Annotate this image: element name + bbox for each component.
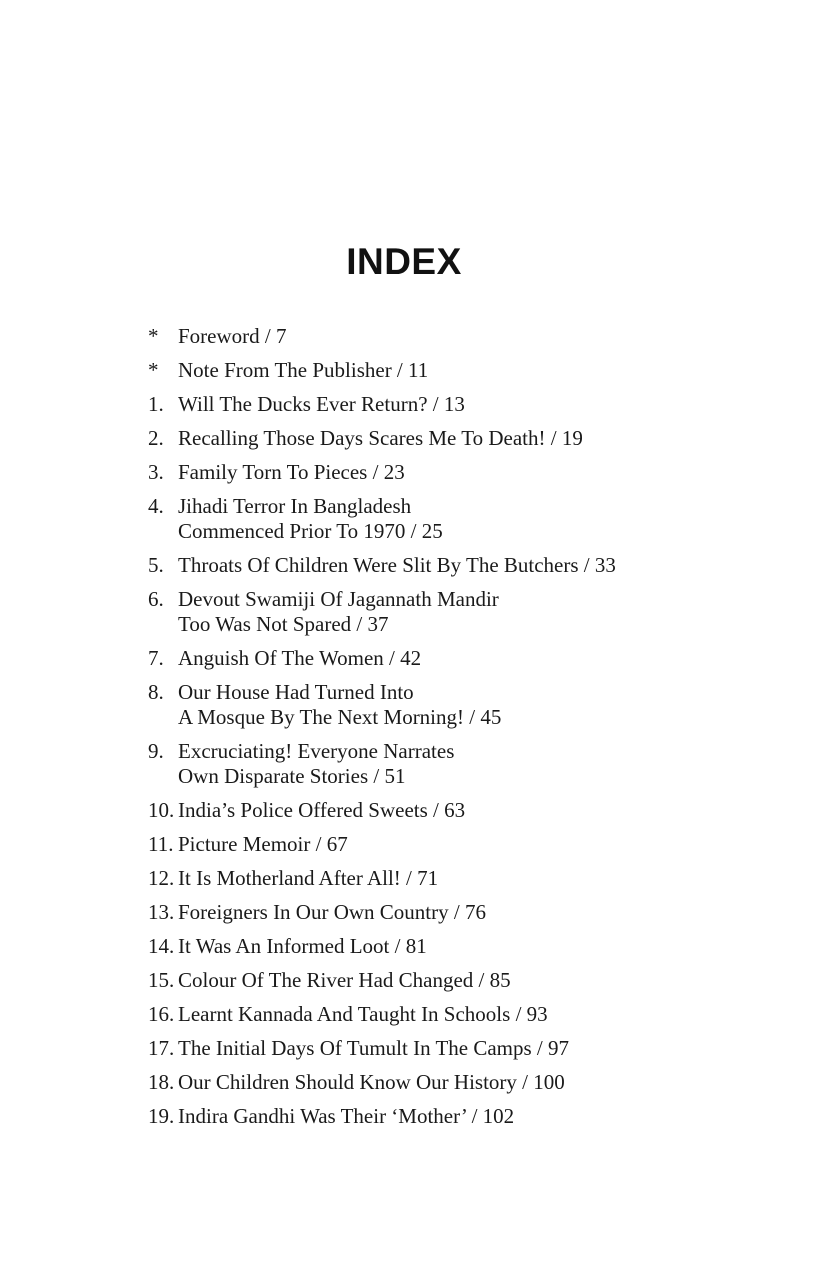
toc-entry-marker: 8. [148,680,164,704]
toc-entry [148,968,660,993]
toc-line: Will The Ducks Ever Return? / 13 [178,392,465,416]
toc-entry-text [178,739,660,789]
toc-entry-marker: 10. [148,798,175,822]
toc-entry-text [178,494,660,544]
toc-line: Devout Swamiji Of Jagannath Mandir [178,587,499,611]
toc-entry-text [178,934,660,959]
toc-entry [148,832,660,857]
toc-line: Too Was Not Spared / 37 [178,612,389,636]
toc-entry-marker: 2. [148,426,164,450]
toc-entry [148,426,660,451]
toc-line: Colour Of The River Had Changed / 85 [178,968,511,992]
toc-entry-text [178,1036,660,1061]
page-title: INDEX [346,241,462,282]
toc-line: Family Torn To Pieces / 23 [178,460,405,484]
toc-entry-text [178,866,660,891]
toc-entry-marker: 5. [148,553,164,577]
toc-entry-marker: * [148,324,159,348]
toc-entry [148,739,660,789]
toc-entry [148,494,660,544]
toc-entry [148,587,660,637]
toc-line: Foreword / 7 [178,324,287,348]
toc-list [148,324,660,1129]
toc-line: Note From The Publisher / 11 [178,358,429,382]
toc-entry-marker: 13. [148,900,175,924]
toc-line: Throats Of Children Were Slit By The Butchers / 33 [178,553,616,577]
toc-entry-marker: 1. [148,392,164,416]
toc-line: Indira Gandhi Was Their ‘Mother’ / 102 [178,1104,515,1128]
toc-entry-text [178,553,660,578]
content-column [148,0,660,1138]
toc-entry-text [178,324,660,349]
toc-entry [148,798,660,823]
toc-entry-marker: 4. [148,494,164,518]
toc-entry-marker: 12. [148,866,175,890]
toc-entry-marker: 14. [148,934,175,958]
toc-line: Learnt Kannada And Taught In Schools / 93 [178,1002,548,1026]
toc-entry-text [178,1104,660,1129]
toc-entry-text [178,968,660,993]
toc-line: Commenced Prior To 1970 / 25 [178,519,443,543]
toc-entry-marker: 9. [148,739,164,763]
toc-entry-text [178,358,660,383]
toc-entry-text [178,900,660,925]
toc-entry-text [178,798,660,823]
toc-entry-marker: 18. [148,1070,175,1094]
toc-entry-text [178,392,660,417]
toc-entry-marker: 16. [148,1002,175,1026]
toc-entry-text [178,646,660,671]
toc-line: India’s Police Offered Sweets / 63 [178,798,466,822]
toc-entry-text [178,587,660,637]
toc-entry [148,1036,660,1061]
toc-line: Anguish Of The Women / 42 [178,646,422,670]
toc-entry-marker: 3. [148,460,164,484]
toc-line: Our Children Should Know Our History / 100 [178,1070,565,1094]
toc-entry [148,646,660,671]
toc-entry-text [178,832,660,857]
toc-entry-marker: 17. [148,1036,175,1060]
toc-entry-text [178,1070,660,1095]
toc-entry-marker: 11. [148,832,174,856]
toc-entry [148,358,660,383]
toc-line: It Is Motherland After All! / 71 [178,866,439,890]
toc-entry-marker: 15. [148,968,175,992]
toc-entry-text [178,1002,660,1027]
toc-line: Our House Had Turned Into [178,680,414,704]
toc-line: Jihadi Terror In Bangladesh [178,494,412,518]
toc-entry-marker: 6. [148,587,164,611]
toc-entry [148,324,660,349]
toc-line: Foreigners In Our Own Country / 76 [178,900,486,924]
toc-line: The Initial Days Of Tumult In The Camps / 97 [178,1036,570,1060]
toc-entry-marker: 19. [148,1104,175,1128]
toc-line: Picture Memoir / 67 [178,832,348,856]
toc-entry-text [178,680,660,730]
toc-entry-text [178,460,660,485]
toc-entry [148,392,660,417]
toc-entry [148,900,660,925]
toc-line: Recalling Those Days Scares Me To Death! / 19 [178,426,583,450]
toc-line: It Was An Informed Loot / 81 [178,934,427,958]
toc-entry [148,553,660,578]
toc-entry [148,1002,660,1027]
toc-entry [148,460,660,485]
toc-entry [148,1070,660,1095]
toc-line: A Mosque By The Next Morning! / 45 [178,705,502,729]
toc-entry-text [178,426,660,451]
toc-line: Own Disparate Stories / 51 [178,764,406,788]
toc-entry [148,866,660,891]
toc-entry [148,934,660,959]
toc-entry [148,680,660,730]
toc-entry-marker: 7. [148,646,164,670]
toc-entry [148,1104,660,1129]
toc-entry-marker: * [148,358,159,382]
toc-line: Excruciating! Everyone Narrates [178,739,455,763]
